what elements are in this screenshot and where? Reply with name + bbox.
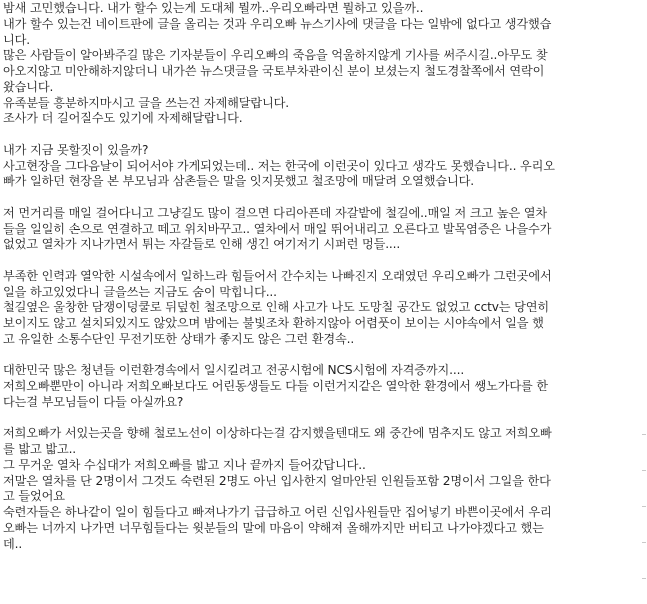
post-text-line: 고 유일한 소통수단인 무전기또한 상태가 좋지도 않은 그런 환경속..: [3, 331, 355, 346]
post-text-line: 니다.: [3, 32, 30, 47]
post-text-line: 사고현장을 그다음날이 되어서야 가게되었는데.. 저는 한국에 이런곳이 있다고 생각도 못했습니다.. 우리오: [3, 158, 555, 173]
post-text-line: 내가 할수 있는건 네이트판에 글을 올리는 것과 우리오빠 뉴스기사에 댓글을 다는 일밖에 없다고 생각했습: [3, 16, 552, 31]
post-text-line: 숙련자들은 하나같이 일이 힘들다고 빠져나가기 급급하고 어린 신입사원들만 집어넣기 바쁜이곳에서 우리: [3, 505, 552, 519]
post-text-line: 고 들었어요: [3, 489, 65, 504]
post-text-line: 저 먼거리를 매일 걸어다니고 그냥길도 많이 걸으면 다리아픈데 자갈밭에 철길에..매일 저 크고 높은 열차: [3, 205, 548, 220]
post-text-line: 일을 하고있었다니 글을쓰는 지금도 숨이 막힙니다...: [3, 284, 277, 299]
post-text-line: 철길옆은 울창한 담쟁이덩쿨로 뒤덮힌 철조망으로 인해 사고가 나도 도망칠 공간도 없었고 cctv는 당연히: [3, 300, 550, 315]
post-text-line: 많은 사람들이 알아봐주길 많은 기자분들이 우리오빠의 죽음을 억울하지않게 기사를 써주시길..아무도 찾: [3, 48, 548, 63]
post-text-line: 를 밟고 밟고..: [3, 442, 77, 456]
paragraph-break: [3, 348, 639, 364]
post-text-line: 저희오빠가 서있는곳을 향해 철로노선이 이상하다는걸 감지했을텐대도 왜 중간에 멈추지도 않고 저희오빠: [3, 426, 552, 441]
post-text-line: 내가 지금 못할짓이 있을까?: [3, 142, 149, 157]
post-text-line: 빠가 일하던 현장을 본 부모님과 삼촌들은 말을 잇지못했고 철조망에 매달려 오열했습니다.: [3, 174, 475, 189]
post-text-line: 들을 일일히 손으로 연결하고 떼고 위치바꾸고.. 열차에서 매일 뛰어내리고 오른다고 발목염증은 나을수가: [3, 221, 552, 236]
post-text-line: 데..: [3, 536, 23, 551]
post-text-line: 아오지않고 미안해하지않더니 내가쓴 뉴스댓글을 국토부차관이신 분이 보셨는지 철도경찰쪽에서 연락이: [3, 64, 545, 78]
post-text-line: 없었고 열차가 지나가면서 튀는 자갈들로 인해 생긴 여기저기 시퍼런 멍들....: [3, 237, 401, 252]
post-text-line: 저말은 열차를 단 2명이서 그것도 숙련된 2명도 아닌 입사한지 얼마안된 인원들포함 2명이서 그일을 한다: [3, 473, 551, 488]
paragraph-break: [3, 253, 639, 269]
post-text-line: 오빠는 너까지 나가면 너무힘들다는 윗분들의 말에 마음이 약해져 올해까지만 버티고 나가야겠다고 했는: [3, 520, 544, 535]
post-text-line: 다는걸 부모님들이 다들 아실까요?: [3, 394, 184, 409]
post-text-line: 유족분들 흥분하지마시고 글을 쓰는건 자제해달랍니다.: [3, 95, 289, 110]
post-text-line: 저희오빠뿐만이 아니라 저희오빠보다도 어린동생들도 다들 이런거지같은 열악한 환경에서 쌩노가다를 한: [3, 379, 548, 393]
post-text-line: 왔습니다.: [3, 79, 54, 94]
scrollbar-edge[interactable]: [641, 434, 647, 584]
post-text-line: 밤새 고민했습니다. 내가 할수 있는게 도대체 뭘까..우리오빠라면 뭘하고 있을까..: [3, 1, 424, 15]
post-text-line: 대한민국 많은 청년들 이런환경속에서 일시킬려고 전공시험에 NCS시험에 자격증까지....: [3, 363, 465, 378]
post-text-line: 부족한 인력과 열악한 시설속에서 일하느라 힘들어서 간수치는 나빠진지 오래였던 우리오빠가 그런곳에서: [3, 268, 552, 283]
paragraph-break: [3, 127, 639, 143]
post-text-line: 보이지도 않고 설치되있지도 않았으며 밤에는 불빛조차 환하지않아 어렴풋이 보이는 시야속에서 일을 했: [3, 316, 544, 330]
post-body: [3, 1, 639, 552]
post-text-line: 그 무거운 열차 수십대가 저희오빠를 밟고 지나 끝까지 들어갔답니다..: [3, 457, 366, 472]
paragraph-break: [3, 411, 639, 427]
post-text-line: 조사가 더 길어질수도 있기에 자제해달랍니다.: [3, 111, 243, 126]
paragraph-break: [3, 190, 639, 206]
